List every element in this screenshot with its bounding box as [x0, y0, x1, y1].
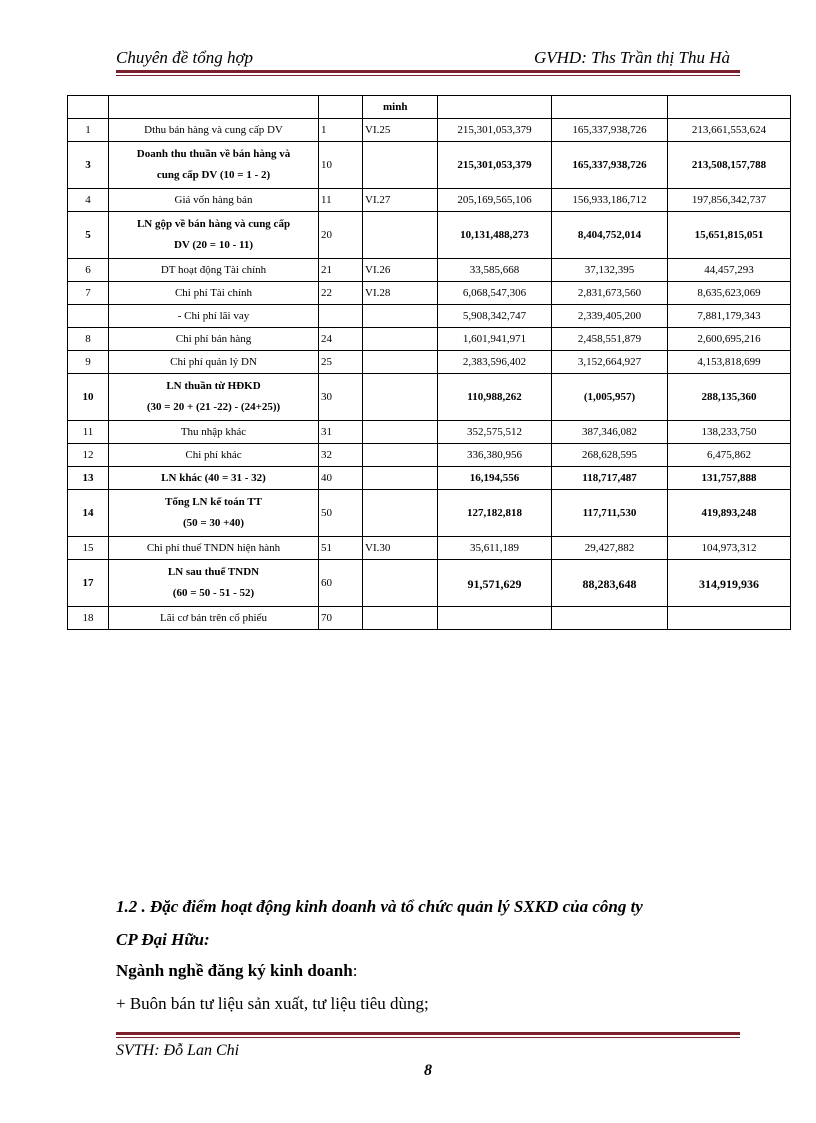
row-item-line: Lãi cơ bản trên cổ phiếu — [160, 611, 267, 624]
value-col1: 215,301,053,379 — [438, 119, 552, 142]
value-col1: 2,383,596,402 — [438, 351, 552, 374]
value-col1: 5,908,342,747 — [438, 305, 552, 328]
value-col3: 15,651,815,051 — [668, 212, 791, 259]
row-item-line: LN gộp về bán hàng và cung cấp — [136, 218, 291, 230]
section-title-cont: CP Đại Hữu: — [116, 930, 210, 949]
row-item-line: Chi phí quản lý DN — [170, 355, 257, 368]
row-note — [363, 444, 438, 467]
row-item-line: Tổng LN kế toán TT — [165, 496, 262, 508]
row-item — [109, 142, 319, 189]
row-item-line: cung cấp DV (10 = 1 - 2) — [156, 169, 271, 181]
row-item — [109, 490, 319, 537]
value-col1: 352,575,512 — [438, 421, 552, 444]
value-col2: 156,933,186,712 — [552, 189, 668, 212]
row-number: 1 — [68, 119, 109, 142]
table-row — [68, 560, 791, 607]
table-row — [68, 189, 791, 212]
value-col2: (1,005,957) — [552, 374, 668, 421]
value-col1: 1,601,941,971 — [438, 328, 552, 351]
row-item — [109, 305, 319, 328]
row-code: 60 — [319, 560, 363, 607]
row-code: 24 — [319, 328, 363, 351]
value-col2: 118,717,487 — [552, 467, 668, 490]
header-rule — [116, 70, 740, 76]
row-code: 10 — [319, 142, 363, 189]
row-note — [363, 490, 438, 537]
income-statement-table — [67, 95, 791, 630]
row-item-line: DT hoạt động Tài chính — [160, 263, 267, 276]
table-row — [68, 467, 791, 490]
value-col3: 4,153,818,699 — [668, 351, 791, 374]
row-item — [109, 259, 319, 282]
row-code: 21 — [319, 259, 363, 282]
row-item — [109, 467, 319, 490]
value-col2: 8,404,752,014 — [552, 212, 668, 259]
value-col2: 3,152,664,927 — [552, 351, 668, 374]
row-item-line: Chi phí thuế TNDN hiện hành — [146, 541, 281, 554]
page-number: 8 — [424, 1062, 432, 1079]
row-note — [363, 212, 438, 259]
business-lines-heading — [116, 961, 357, 981]
value-col2: 165,337,938,726 — [552, 119, 668, 142]
row-code: 31 — [319, 421, 363, 444]
row-note: VI.28 — [363, 282, 438, 305]
table-row — [68, 607, 791, 630]
value-col3: 197,856,342,737 — [668, 189, 791, 212]
row-note — [363, 328, 438, 351]
row-number: 6 — [68, 259, 109, 282]
row-item — [109, 282, 319, 305]
section-title: 1.2 . Đặc điểm hoạt động kinh doanh và tổ chức quản lý SXKD của công ty — [116, 897, 643, 916]
row-number: 7 — [68, 282, 109, 305]
value-col1: 91,571,629 — [438, 560, 552, 607]
footer-rule — [116, 1032, 740, 1038]
table-row — [68, 305, 791, 328]
row-note — [363, 142, 438, 189]
header-fragment: minh — [363, 96, 438, 119]
row-item — [109, 560, 319, 607]
row-note: VI.27 — [363, 189, 438, 212]
row-item-line: Doanh thu thuần về bán hàng và — [136, 148, 291, 160]
value-col3: 419,893,248 — [668, 490, 791, 537]
row-code: 51 — [319, 537, 363, 560]
page-header — [116, 48, 740, 70]
table-row — [68, 212, 791, 259]
row-code: 32 — [319, 444, 363, 467]
value-col3: 2,600,695,216 — [668, 328, 791, 351]
value-col1: 336,380,956 — [438, 444, 552, 467]
row-number: 3 — [68, 142, 109, 189]
value-col2: 2,339,405,200 — [552, 305, 668, 328]
value-col3: 314,919,936 — [668, 560, 791, 607]
row-note: VI.26 — [363, 259, 438, 282]
table-row — [68, 351, 791, 374]
row-item — [109, 351, 319, 374]
row-item-line: Dthu bán hàng và cung cấp DV — [144, 123, 283, 136]
value-col1: 215,301,053,379 — [438, 142, 552, 189]
row-item — [109, 537, 319, 560]
value-col3: 138,233,750 — [668, 421, 791, 444]
row-note: VI.25 — [363, 119, 438, 142]
row-note — [363, 305, 438, 328]
value-col2: 387,346,082 — [552, 421, 668, 444]
table-row — [68, 374, 791, 421]
row-code: 20 — [319, 212, 363, 259]
row-code: 1 — [319, 119, 363, 142]
table-row — [68, 282, 791, 305]
row-number — [68, 305, 109, 328]
row-item — [109, 607, 319, 630]
value-col1: 205,169,565,106 — [438, 189, 552, 212]
value-col3 — [668, 607, 791, 630]
value-col3: 8,635,623,069 — [668, 282, 791, 305]
row-note — [363, 607, 438, 630]
row-item — [109, 328, 319, 351]
table-row — [68, 537, 791, 560]
row-item — [109, 444, 319, 467]
row-note — [363, 560, 438, 607]
value-col1: 35,611,189 — [438, 537, 552, 560]
row-item — [109, 189, 319, 212]
row-number: 14 — [68, 490, 109, 537]
value-col2 — [552, 607, 668, 630]
value-col3: 7,881,179,343 — [668, 305, 791, 328]
table-row — [68, 328, 791, 351]
row-item — [109, 212, 319, 259]
value-col3: 44,457,293 — [668, 259, 791, 282]
row-code: 50 — [319, 490, 363, 537]
row-note — [363, 351, 438, 374]
table-row — [68, 444, 791, 467]
value-col1: 127,182,818 — [438, 490, 552, 537]
value-col2: 117,711,530 — [552, 490, 668, 537]
row-item-line: Giá vốn hàng bán — [174, 193, 253, 206]
row-item-line: (30 = 20 + (21 -22) - (24+25)) — [146, 401, 281, 413]
row-number: 5 — [68, 212, 109, 259]
row-number: 17 — [68, 560, 109, 607]
table-row — [68, 421, 791, 444]
row-number: 15 — [68, 537, 109, 560]
row-item-line: - Chi phí lãi vay — [177, 309, 250, 322]
row-item-line: LN sau thuế TNDN — [167, 566, 260, 578]
table-row — [68, 119, 791, 142]
row-item — [109, 119, 319, 142]
row-item — [109, 374, 319, 421]
header-supervisor: GVHD: Ths Trần thị Thu Hà — [533, 48, 730, 67]
row-item-line: Chi phí Tài chính — [174, 286, 253, 299]
value-col2: 29,427,882 — [552, 537, 668, 560]
row-item-line: LN thuần từ HĐKD — [166, 380, 261, 392]
row-number: 11 — [68, 421, 109, 444]
row-item-line: DV (20 = 10 - 11) — [173, 239, 254, 251]
row-note — [363, 374, 438, 421]
value-col2: 37,132,395 — [552, 259, 668, 282]
value-col1 — [438, 607, 552, 630]
value-col2: 88,283,648 — [552, 560, 668, 607]
business-lines-colon: : — [352, 961, 358, 980]
business-lines-label: Ngành nghề đăng ký kinh doanh — [116, 961, 353, 980]
row-number: 12 — [68, 444, 109, 467]
row-code: 40 — [319, 467, 363, 490]
value-col3: 288,135,360 — [668, 374, 791, 421]
value-col2: 165,337,938,726 — [552, 142, 668, 189]
row-item-line: Thu nhập khác — [180, 425, 247, 438]
row-code — [319, 305, 363, 328]
footer-student: SVTH: Đỗ Lan Chi — [116, 1042, 240, 1059]
business-line-item: + Buôn bán tư liệu sản xuất, tư liệu tiêu dùng; — [116, 994, 429, 1013]
value-col1: 16,194,556 — [438, 467, 552, 490]
row-number: 18 — [68, 607, 109, 630]
row-code: 30 — [319, 374, 363, 421]
value-col3: 131,757,888 — [668, 467, 791, 490]
value-col3: 213,661,553,624 — [668, 119, 791, 142]
row-item-line: Chi phí bán hàng — [175, 332, 252, 345]
value-col1: 6,068,547,306 — [438, 282, 552, 305]
value-col2: 2,831,673,560 — [552, 282, 668, 305]
row-note: VI.30 — [363, 537, 438, 560]
row-code: 25 — [319, 351, 363, 374]
row-note — [363, 421, 438, 444]
row-number: 10 — [68, 374, 109, 421]
value-col1: 110,988,262 — [438, 374, 552, 421]
row-note — [363, 467, 438, 490]
row-code: 22 — [319, 282, 363, 305]
row-item-line: (60 = 50 - 51 - 52) — [172, 587, 255, 599]
row-number: 8 — [68, 328, 109, 351]
value-col3: 213,508,157,788 — [668, 142, 791, 189]
row-number: 13 — [68, 467, 109, 490]
row-item-line: Chi phí khác — [185, 448, 242, 461]
header-topic: Chuyên đề tổng hợp — [116, 48, 254, 67]
table-row — [68, 142, 791, 189]
table-header-row — [68, 96, 791, 119]
value-col2: 268,628,595 — [552, 444, 668, 467]
value-col2: 2,458,551,879 — [552, 328, 668, 351]
value-col3: 104,973,312 — [668, 537, 791, 560]
row-item — [109, 421, 319, 444]
row-item-line: LN khác (40 = 31 - 32) — [161, 471, 266, 484]
row-item-line: (50 = 30 +40) — [182, 517, 245, 529]
row-code: 70 — [319, 607, 363, 630]
value-col1: 10,131,488,273 — [438, 212, 552, 259]
table-row — [68, 490, 791, 537]
table-row — [68, 259, 791, 282]
row-number: 9 — [68, 351, 109, 374]
value-col1: 33,585,668 — [438, 259, 552, 282]
value-col3: 6,475,862 — [668, 444, 791, 467]
row-number: 4 — [68, 189, 109, 212]
row-code: 11 — [319, 189, 363, 212]
